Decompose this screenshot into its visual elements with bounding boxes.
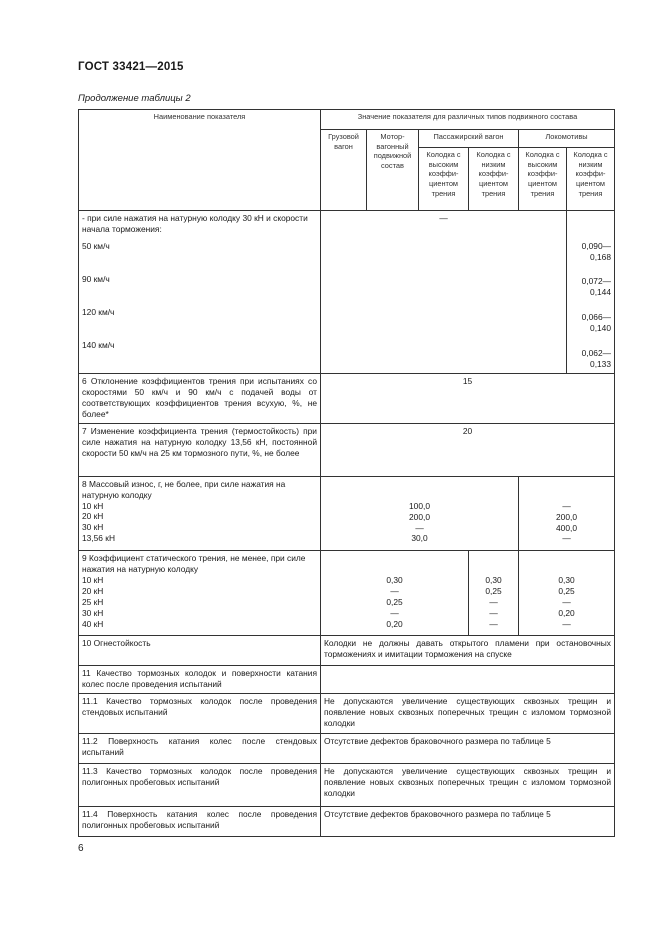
row5-loco-low-values: 0,090—0,168 0,072—0,144 0,066—0,140 0,062—0,133	[567, 210, 615, 373]
row8-label: 8 Массовый износ, г, не более, при силе нажатия на натурную колодку 10 кН 20 кН 30 кН 13,56 кН	[79, 476, 321, 550]
row9-group2: 0,30 0,25 — — —	[469, 551, 519, 636]
document-title: ГОСТ 33421—2015	[78, 61, 184, 73]
row10-value: Колодки не должны давать открытого пламени при остановочных торможениях и имитации торможения на спуске	[321, 635, 615, 665]
row9-label: 9 Коэффициент статического трения, не менее, при силе нажатия на натурную колодку 10 кН 20 кН 25 кН 30 кН 40 кН	[79, 551, 321, 636]
header-passenger: Пассажирский вагон	[419, 130, 519, 148]
row5-label: - при силе нажатия на натурную колодку 30 кН и скорости начала торможения: 50 км/ч 90 км/ч 120 км/ч 140 км/ч	[79, 210, 321, 373]
header-pass-low: Колодка с низким коэффи-циентом трения	[469, 148, 519, 210]
header-freight: Грузовой вагон	[321, 130, 367, 211]
row9-group3: 0,30 0,25 — 0,20 —	[519, 551, 615, 636]
header-locomotives: Локомотивы	[519, 130, 615, 148]
table-row	[79, 210, 615, 373]
row11-2-label: 11.2 Поверхность катания колес после стендовых испытаний	[79, 734, 321, 764]
page-number: 6	[78, 843, 84, 854]
table-row	[79, 764, 615, 806]
header-indicator-name: Наименование показателя	[79, 110, 321, 211]
row11-4-value: Отсутствие дефектов браковочного размера по таблице 5	[321, 806, 615, 836]
row8-locomotives: — 200,0 400,0 —	[519, 476, 615, 550]
row7-label: 7 Изменение коэффициента трения (термостойкость) при силе нажатия на натурную колодку 13,56 кН, постоянной скорости 50 км/ч на 25 км тормозного пути, %, не более	[79, 424, 321, 476]
table-row	[79, 806, 615, 836]
table-row	[79, 476, 615, 550]
row5-dash: —	[321, 210, 567, 373]
table-row	[79, 694, 615, 734]
row11-label: 11 Качество тормозных колодок и поверхности катания колес после проведения испытаний	[79, 665, 321, 693]
row11-4-label: 11.4 Поверхность катания колес после проведения полигонных пробеговых испытаний	[79, 806, 321, 836]
header-pass-high: Колодка с высоким коэффи-циентом трения	[419, 148, 469, 210]
row8-wagons: 100,0 200,0 — 30,0	[321, 476, 519, 550]
indicators-table	[78, 109, 615, 837]
row11-value-empty	[321, 665, 615, 693]
table-row	[79, 635, 615, 665]
table-row	[79, 665, 615, 693]
row11-3-label: 11.3 Качество тормозных колодок после проведения полигонных пробеговых испытаний	[79, 764, 321, 806]
row11-2-value: Отсутствие дефектов браковочного размера по таблице 5	[321, 734, 615, 764]
header-row-1	[79, 110, 615, 130]
row11-1-label: 11.1 Качество тормозных колодок после проведения стендовых испытаний	[79, 694, 321, 734]
row11-3-value: Не допускаются увеличение существующих сквозных трещин и появление новых сквозных поперечных трещин с изломом тормозной колодки	[321, 764, 615, 806]
header-loco-high: Колодка с высоким коэффи-циентом трения	[519, 148, 567, 210]
row7-value: 20	[321, 424, 615, 476]
row6-label: 6 Отклонение коэффициентов трения при испытаниях со скоростями 50 км/ч и 90 км/ч с подачей воды от соответствующих коэффициентов трения всухую, %, не более*	[79, 374, 321, 424]
table-row	[79, 734, 615, 764]
header-mvps: Мотор-вагонный подвижной состав	[367, 130, 419, 211]
row6-value: 15	[321, 374, 615, 424]
table-caption: Продолжение таблицы 2	[78, 93, 191, 104]
table-row	[79, 424, 615, 476]
header-values: Значение показателя для различных типов подвижного состава	[321, 110, 615, 130]
table-row	[79, 551, 615, 636]
table-row	[79, 374, 615, 424]
row11-1-value: Не допускаются увеличение существующих сквозных трещин и появление новых сквозных поперечных трещин с изломом тормозной колодки	[321, 694, 615, 734]
row9-group1: 0,30 — 0,25 — 0,20	[321, 551, 469, 636]
row10-label: 10 Огнестойкость	[79, 635, 321, 665]
header-loco-low: Колодка с низким коэффи-циентом трения	[567, 148, 615, 210]
